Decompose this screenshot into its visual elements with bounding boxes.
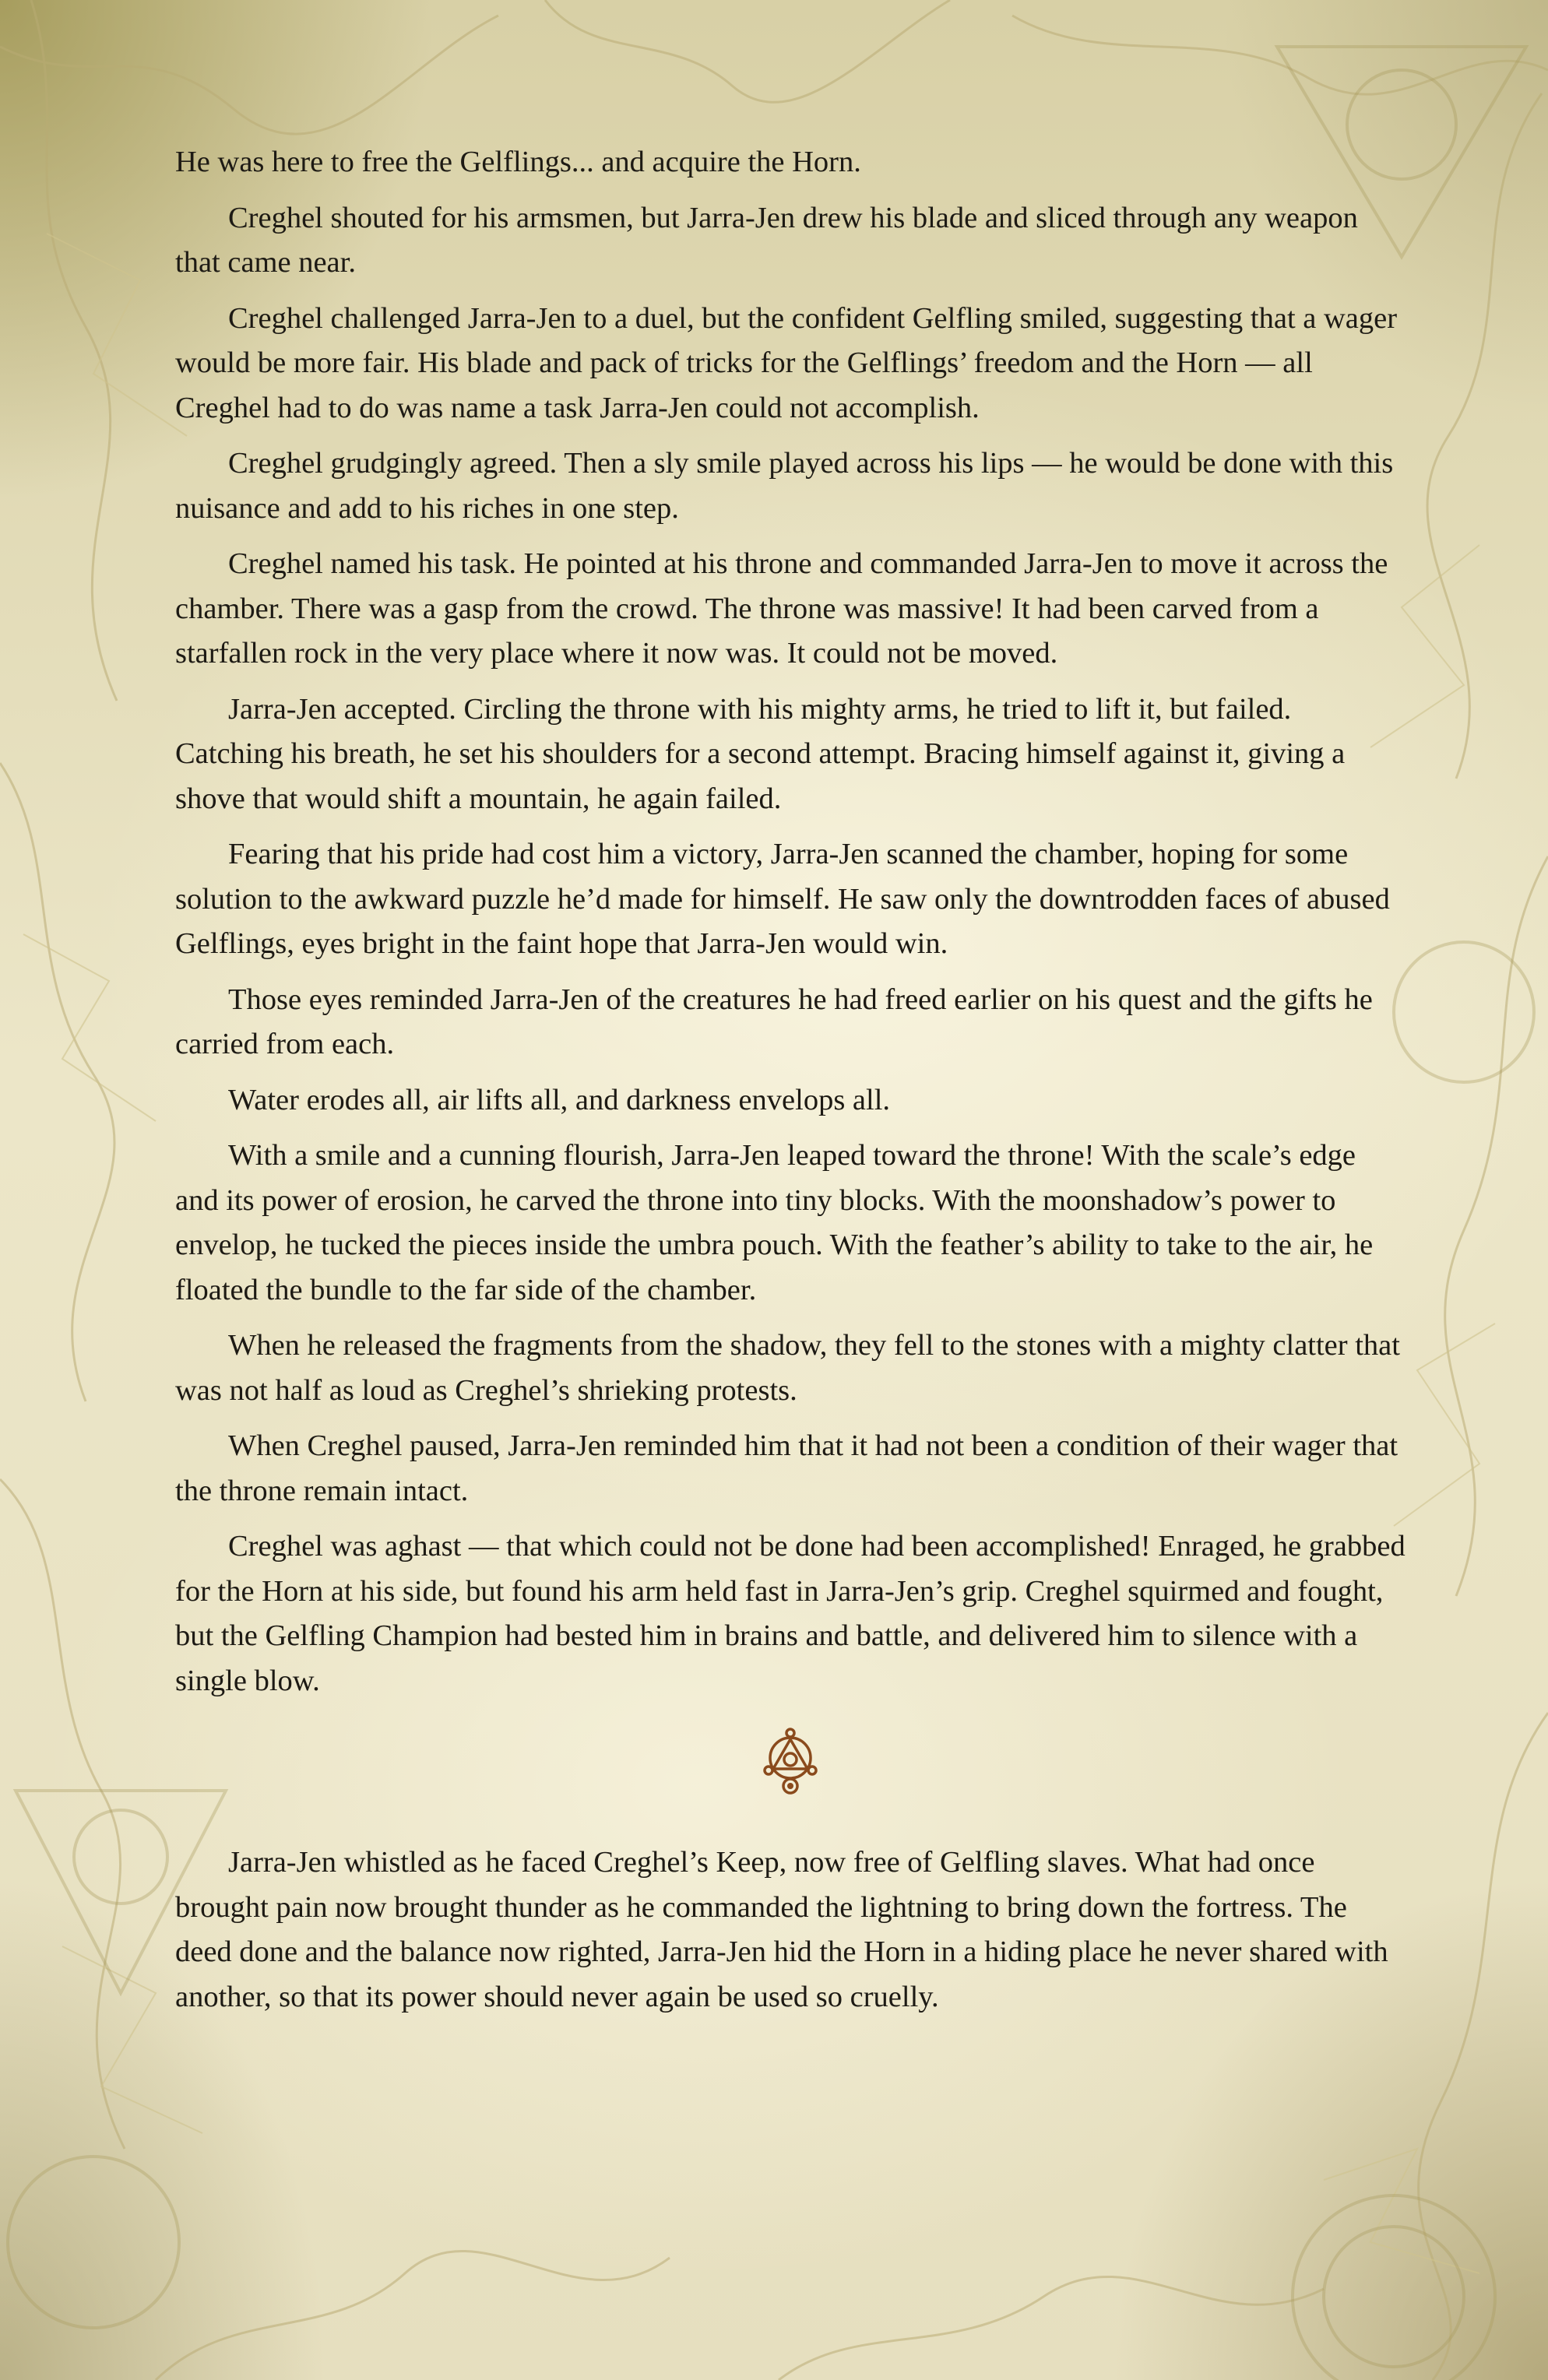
story-paragraph: Jarra-Jen accepted. Circling the throne with his mighty arms, he tried to lift it, but failed. Catching his breath, he set his shoulders for a second attempt. Bracing himself against it, giving a shove that would shift a mountain, he again failed. xyxy=(175,692,1346,815)
story-paragraph: Creghel challenged Jarra-Jen to a duel, but the confident Gelfling smiled, suggesting that a wager would be more fair. His blade and pack of tricks for the Gelflings’ freedom and the Horn — all Creghel had to do was name a task Jarra-Jen could not accomplish. xyxy=(175,301,1398,424)
crystal-sigil-icon xyxy=(759,1727,821,1797)
story-paragraph: Fearing that his pride had cost him a victory, Jarra-Jen scanned the chamber, hoping for some solution to the awkward puzzle he’d made for himself. He saw only the downtrodden faces of abused Gelflings, eyes bright in the faint hope that Jarra-Jen would win. xyxy=(175,838,1390,960)
story-text xyxy=(175,140,1406,2030)
story-paragraph: When he released the fragments from the shadow, they fell to the stones with a mighty clatter that was not half as loud as Creghel’s shrieking protests. xyxy=(175,1329,1400,1407)
story-paragraph: Jarra-Jen whistled as he faced Creghel’s Keep, now free of Gelfling slaves. What had once brought pain now brought thunder as he commanded the lightning to bring down the fortress. The deed done and the balance now righted, Jarra-Jen hid the Horn in a hiding place he never shared with another, so that its power should never again be used so cruelly. xyxy=(175,1846,1388,2013)
story-paragraph: With a smile and a cunning flourish, Jarra-Jen leaped toward the throne! With the scale’s edge and its power of erosion, he carved the throne into tiny blocks. With the moonshadow’s power to envelop, he tucked the pieces inside the umbra pouch. With the feather’s ability to take to the air, he floated the bundle to the far side of the chamber. xyxy=(175,1139,1374,1306)
story-paragraph: Water erodes all, air lifts all, and darkness envelops all. xyxy=(228,1083,891,1116)
story-paragraph: Creghel named his task. He pointed at his throne and commanded Jarra-Jen to move it across the chamber. There was a gasp from the crowd. The throne was massive! It had been carved from a starfallen rock in the very place where it now was. It could not be moved. xyxy=(175,547,1388,670)
story-paragraph: Those eyes reminded Jarra-Jen of the creatures he had freed earlier on his quest and the gifts he carried from each. xyxy=(175,983,1373,1060)
story-paragraph: He was here to free the Gelflings... and acquire the Horn. xyxy=(175,146,861,178)
story-paragraph: When Creghel paused, Jarra-Jen reminded him that it had not been a condition of their wager that the throne remain intact. xyxy=(175,1429,1398,1507)
story-paragraph: Creghel was aghast — that which could not be done had been accomplished! Enraged, he grabbed for the Horn at his side, but found his arm held fast in Jarra-Jen’s grip. Creghel squirmed and fought, but the Gelfling Champion had bested him in brains and battle, and delivered him to silence with a single blow. xyxy=(175,1530,1406,1697)
story-paragraph: Creghel grudgingly agreed. Then a sly smile played across his lips — he would be done with this nuisance and add to his riches in one step. xyxy=(175,447,1394,525)
story-paragraph: Creghel shouted for his armsmen, but Jarra-Jen drew his blade and sliced through any weapon that came near. xyxy=(175,201,1358,279)
